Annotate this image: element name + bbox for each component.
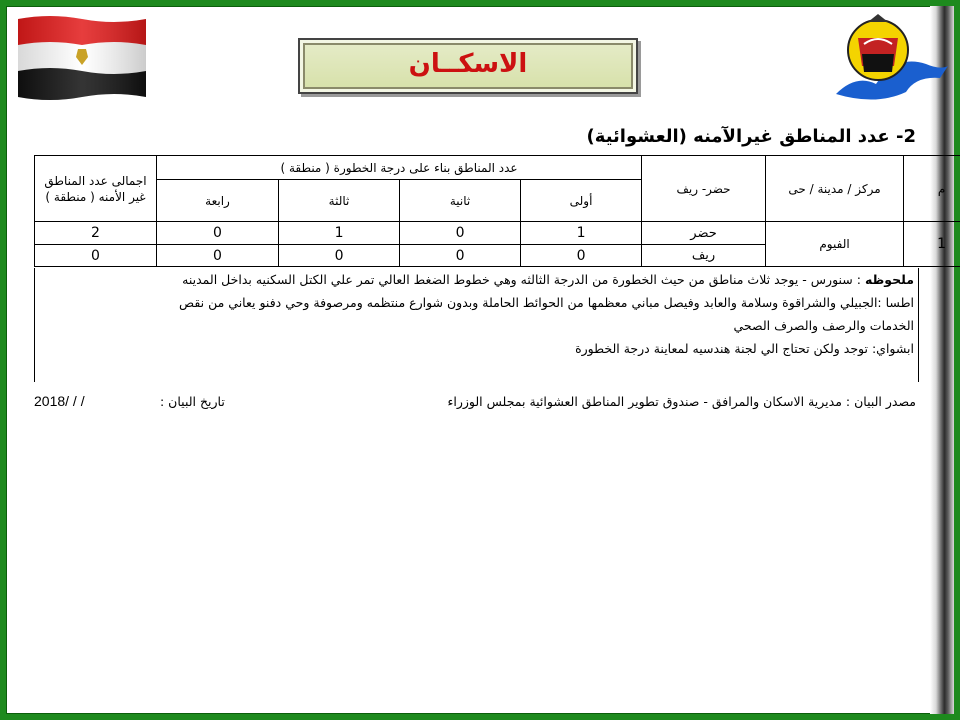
note-line: اطسا :الجبيلي والشراقوة وسلامة والعابد وفيصل مباني معظمها من الحوائط الحاملة وبدون شوارع منتظمه ومرصوفة وحي دفنو يعاني من نقص [179,295,914,310]
egypt-flag-icon [16,13,148,101]
cell-second: 0 [400,245,521,267]
header-total: اجمالى عدد المناطق غير الأمنه ( منطقة ) [35,156,157,222]
header-risk-group: عدد المناطق بناء على درجة الخطورة ( منطقة ) [157,156,642,180]
header-index: م [904,156,960,222]
cell-index: 1 [904,222,960,267]
page-title: الاسكــان [408,49,528,79]
table-row [35,222,960,245]
title-banner [298,38,638,94]
data-source: مصدر البيان : مديرية الاسكان والمرافق - صندوق تطوير المناطق العشوائية بمجلس الوزراء [447,394,916,409]
header-first: أولى [521,180,642,222]
unsafe-areas-table [34,155,960,267]
header-third: ثالثة [279,180,400,222]
note-text: : سنورس - يوجد ثلاث مناطق من حيث الخطورة من الدرجة الثالثه وهي خطوط الضغط العالي تمر علي الكتل السكنيه بداخل المدينه [182,272,865,287]
cell-type: حضر [642,222,766,245]
header-center: مركز / مدينة / حى [766,156,904,222]
cell-third: 1 [279,222,400,245]
cell-total: 0 [35,245,157,267]
note-line: ابشواي: توجد ولكن تحتاج الي لجنة هندسيه لمعاينة درجة الخطورة [575,341,914,356]
cell-second: 0 [400,222,521,245]
cell-first: 0 [521,245,642,267]
cell-first: 1 [521,222,642,245]
notes-box [34,268,919,382]
date-value: 2018/ / / [34,393,85,409]
cell-fourth: 0 [157,245,279,267]
governorate-emblem-icon [836,14,948,106]
date-label: تاريخ البيان : [160,394,225,409]
note-label: ملحوظه [864,272,914,287]
note-line: الخدمات والرصف والصرف الصحي [733,318,914,333]
cell-third: 0 [279,245,400,267]
cell-fourth: 0 [157,222,279,245]
cell-center: الفيوم [766,222,904,267]
note-line [39,268,914,291]
decorative-side-bar [930,6,954,714]
section-heading: 2- عدد المناطق غيرالآمنه (العشوائية) [586,126,916,147]
header-second: ثانية [400,180,521,222]
cell-type: ريف [642,245,766,267]
cell-total: 2 [35,222,157,245]
header-fourth: رابعة [157,180,279,222]
header-urban-rural: حضر- ريف [642,156,766,222]
